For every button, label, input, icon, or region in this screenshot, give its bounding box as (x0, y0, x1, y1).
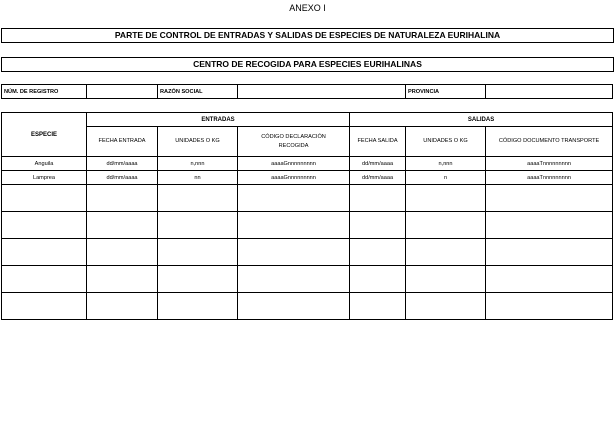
empty-cell[interactable] (406, 266, 486, 293)
exit-date-cell[interactable]: dd/mm/aaaa (350, 171, 406, 185)
empty-row (2, 239, 613, 266)
empty-cell[interactable] (406, 212, 486, 239)
empty-cell[interactable] (350, 293, 406, 320)
empty-row (2, 293, 613, 320)
species-table (1, 112, 613, 320)
entry-quantity-header: UNIDADES O KG (158, 127, 238, 157)
empty-cell[interactable] (158, 293, 238, 320)
species-cell[interactable]: Lamprea (2, 171, 87, 185)
empty-cell[interactable] (486, 239, 613, 266)
empty-cell[interactable] (87, 212, 158, 239)
province-field[interactable] (486, 85, 613, 99)
transport-code-cell[interactable]: aaaaTnnnnnnnnn (486, 157, 613, 171)
collection-code-cell[interactable]: aaaaGnnnnnnnnn (238, 171, 350, 185)
province-label: PROVINCIA (406, 85, 486, 99)
empty-cell[interactable] (158, 212, 238, 239)
empty-cell[interactable] (350, 185, 406, 212)
annex-title: ANEXO I (289, 3, 326, 13)
empty-cell[interactable] (2, 266, 87, 293)
entry-date-cell[interactable]: dd/mm/aaaa (87, 157, 158, 171)
collection-code-header: CÓDIGO DECLARACIÓN RECOGIDA (238, 127, 350, 157)
empty-cell[interactable] (238, 212, 350, 239)
empty-cell[interactable] (2, 212, 87, 239)
empty-cell[interactable] (87, 266, 158, 293)
empty-cell[interactable] (2, 293, 87, 320)
empty-cell[interactable] (238, 185, 350, 212)
exit-quantity-cell[interactable]: n,nnn (406, 157, 486, 171)
exit-date-header: FECHA SALIDA (350, 127, 406, 157)
empty-row (2, 185, 613, 212)
entry-date-cell[interactable]: dd/mm/aaaa (87, 171, 158, 185)
registry-table (1, 84, 613, 99)
empty-cell[interactable] (486, 212, 613, 239)
empty-cell[interactable] (238, 266, 350, 293)
table-row (2, 171, 613, 185)
empty-cell[interactable] (87, 239, 158, 266)
empty-row (2, 266, 613, 293)
empty-cell[interactable] (2, 185, 87, 212)
empty-cell[interactable] (406, 185, 486, 212)
registry-number-label: NÚM. DE REGISTRO (2, 85, 87, 99)
empty-cell[interactable] (158, 239, 238, 266)
entry-date-header: FECHA ENTRADA (87, 127, 158, 157)
empty-cell[interactable] (2, 239, 87, 266)
empty-cell[interactable] (158, 185, 238, 212)
exit-date-cell[interactable]: dd/mm/aaaa (350, 157, 406, 171)
company-name-field[interactable] (238, 85, 406, 99)
exit-quantity-header: UNIDADES O KG (406, 127, 486, 157)
empty-cell[interactable] (486, 293, 613, 320)
empty-cell[interactable] (238, 239, 350, 266)
empty-cell[interactable] (238, 293, 350, 320)
registry-number-field[interactable] (87, 85, 158, 99)
species-column-header: ESPECIE (2, 113, 87, 157)
empty-cell[interactable] (406, 239, 486, 266)
exit-quantity-cell[interactable]: n (406, 171, 486, 185)
transport-code-cell[interactable]: aaaaTnnnnnnnnn (486, 171, 613, 185)
empty-cell[interactable] (406, 293, 486, 320)
empty-cell[interactable] (350, 212, 406, 239)
entry-quantity-cell[interactable]: n,nnn (158, 157, 238, 171)
empty-cell[interactable] (87, 185, 158, 212)
empty-cell[interactable] (87, 293, 158, 320)
entry-quantity-cell[interactable]: nn (158, 171, 238, 185)
company-name-label: RAZÓN SOCIAL (158, 85, 238, 99)
center-title: CENTRO DE RECOGIDA PARA ESPECIES EURIHALINAS (1, 57, 614, 72)
collection-code-cell[interactable]: aaaaGnnnnnnnnn (238, 157, 350, 171)
empty-cell[interactable] (486, 266, 613, 293)
exits-group-header: SALIDAS (350, 113, 613, 127)
form-title: PARTE DE CONTROL DE ENTRADAS Y SALIDAS DE ESPECIES DE NATURALEZA EURIHALINA (1, 28, 614, 43)
empty-row (2, 212, 613, 239)
table-row (2, 157, 613, 171)
transport-code-header: CÓDIGO DOCUMENTO TRANSPORTE (486, 127, 613, 157)
empty-cell[interactable] (350, 239, 406, 266)
entries-group-header: ENTRADAS (87, 113, 350, 127)
empty-cell[interactable] (158, 266, 238, 293)
empty-cell[interactable] (486, 185, 613, 212)
species-cell[interactable]: Anguila (2, 157, 87, 171)
empty-cell[interactable] (350, 266, 406, 293)
